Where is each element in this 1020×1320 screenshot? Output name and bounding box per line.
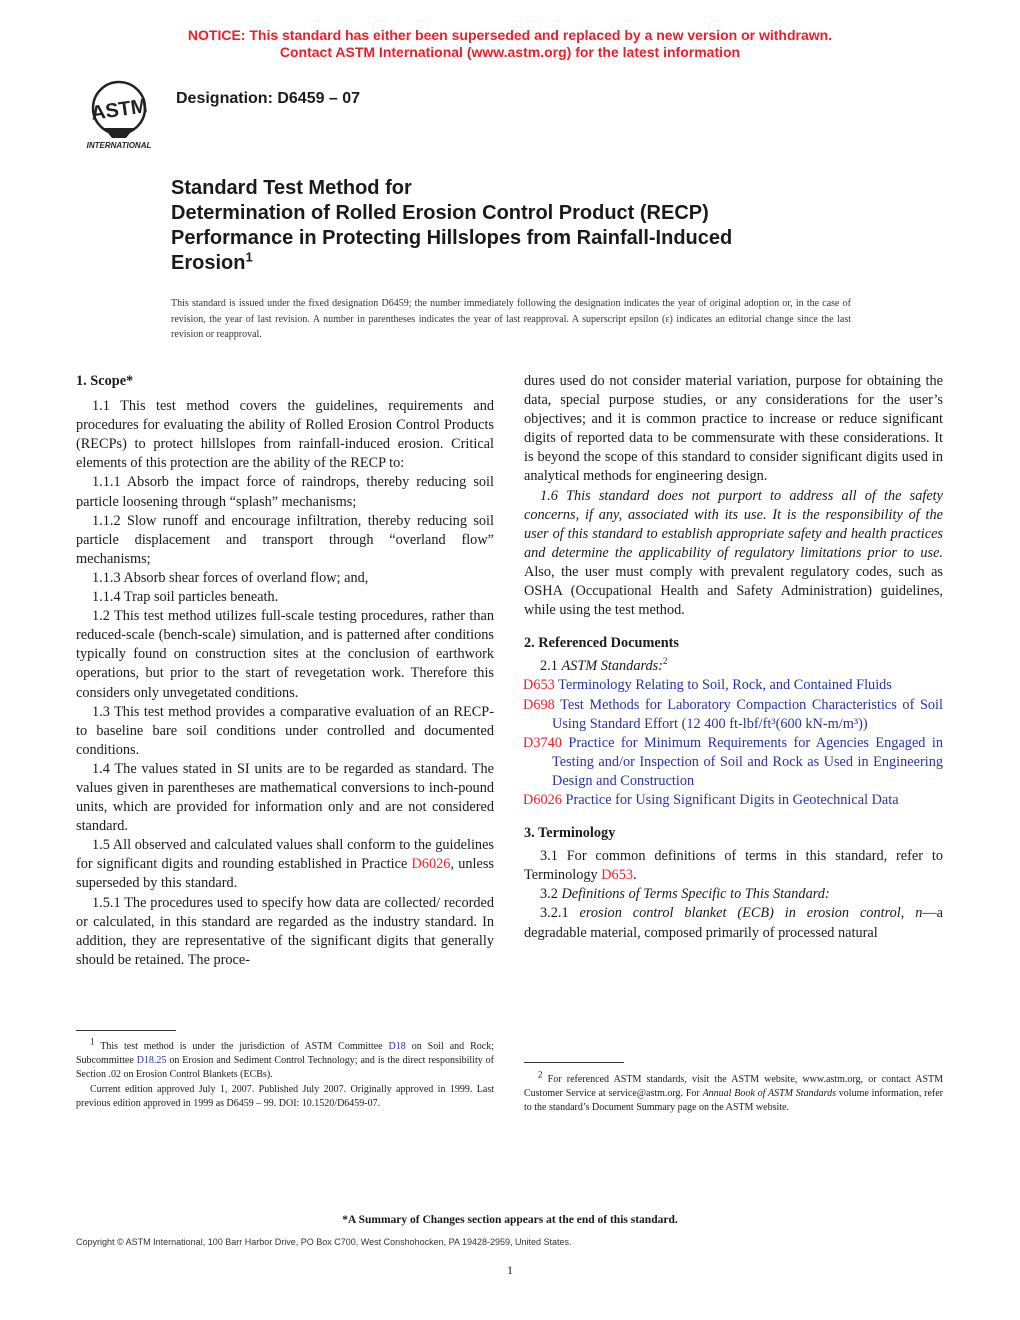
- para-3-1-text: 3.1 For common definitions of terms in this standard, refer to Terminology: [524, 848, 943, 884]
- para-1-1: 1.1 This test method covers the guidelines, requirements and procedures for evaluating the ability of Rolled Erosion Control Products (RECPs) to protect hillslopes from rainfall-induced erosion. Critical elements of this protection are the ability of the RECP to:: [76, 398, 494, 472]
- reference-item: [524, 734, 943, 791]
- ref-title[interactable]: Practice for Using Significant Digits in Geotechnical Data: [565, 791, 899, 808]
- ref-code[interactable]: D653: [523, 677, 555, 694]
- summary-note: *A Summary of Changes section appears at the end of this standard.: [342, 1214, 678, 1226]
- logo-subtext: INTERNATIONAL: [86, 141, 152, 150]
- ref-heading: 2. Referenced Documents: [524, 635, 679, 652]
- footnote-1-edition: Current edition approved July 1, 2007. Published July 2007. Originally approved in 1999. Last previous edition approved in 1999 as D6459 – 99. DOI: 10.1520/D6459-07.: [76, 1083, 494, 1109]
- reference-item: [524, 696, 943, 734]
- notice-line-1: NOTICE: This standard has either been superseded and replaced by a new version or withdrawn.: [187, 27, 833, 43]
- para-3-2-1-pos: n: [915, 905, 923, 922]
- para-1-6: [524, 487, 943, 621]
- footnote-2-text: For referenced ASTM standards, visit the ASTM website, www.astm.org, or contact ASTM Customer Service at service@astm.org. For: [524, 1074, 943, 1100]
- para-1-1-2: 1.1.2 Slow runoff and encourage infiltration, thereby reducing soil particle displacement and transport through “overland flow” mechanisms;: [76, 512, 494, 567]
- withdrawn-notice: [0, 27, 1020, 61]
- para-1-1-3: 1.1.3 Absorb shear forces of overland flow; and,: [92, 569, 369, 586]
- left-column: [76, 372, 494, 970]
- para-3-1: [524, 847, 943, 885]
- para-3-2-1: [524, 904, 943, 942]
- title-footnote-mark: 1: [245, 249, 253, 265]
- para-3-2-italic: Definitions of Terms Specific to This Standard:: [561, 886, 830, 903]
- astm-logo: [76, 78, 166, 152]
- para-1-2: 1.2 This test method utilizes full-scale testing procedures, rather than reduced-scale (bench-scale) simulation, and is patterned after conditions typically found on construction sites at the conclusion of earthwork operations, but prior to the start of revegetation work. Therefore this considers only unvegetated conditions.: [76, 608, 494, 701]
- issued-note: This standard is issued under the fixed designation D6459; the number immediately following the designation indicates the year of original adoption or, in the case of revision, the year of last revision. A number in parentheses indicates the year of last reapproval. A superscript epsilon (ε) indicates an editorial change since the last revision or reapproval.: [171, 298, 851, 340]
- page-number: 1: [507, 1263, 513, 1277]
- link-d18-25[interactable]: D18.25: [136, 1055, 167, 1067]
- para-1-5-1-cont: dures used do not consider material variation, purpose for obtaining the data, special purpose studies, or any considerations for the user’s objectives; and it is common practice to increase or reduce significant digits of reported data to be commensurate with these considerations. It is beyond the scope of this standard to consider significant digits used in analytical methods for engineering design.: [524, 373, 943, 485]
- para-3-2-1-sep: ,: [900, 905, 916, 922]
- logo-text: ASTM: [89, 95, 149, 125]
- para-1-5: [76, 836, 494, 893]
- para-3-1-end: .: [633, 867, 637, 884]
- footnote-rule-right: [524, 1062, 624, 1063]
- title-line-1: Standard Test Method for: [171, 177, 412, 199]
- reference-item: [524, 676, 943, 695]
- scope-heading: 1. Scope*: [76, 373, 134, 389]
- notice-line-2: Contact ASTM International (www.astm.org) for the latest information: [279, 44, 741, 60]
- para-3-2-1-term: erosion control blanket (ECB) in erosion control: [579, 905, 901, 922]
- footnote-1-text: This test method is under the jurisdiction of ASTM Committee: [94, 1041, 389, 1052]
- footnote-1-text-c: on Erosion and Sediment Control Technology; and is the direct responsibility of Section .02 on Erosion Control Blankets (ECBs).: [76, 1055, 494, 1081]
- para-1-4: 1.4 The values stated in SI units are to be regarded as standard. The values given in parentheses are mathematical conversions to inch-pound units, which are provided for information only and are not considered standard.: [76, 760, 494, 835]
- footnote-2-text-b: volume information, refer to the standard’s Document Summary page on the ASTM website.: [524, 1088, 943, 1114]
- para-1-5-end: , unless superseded by this standard.: [76, 856, 494, 892]
- para-2-1-italic: ASTM Standards:: [561, 658, 663, 675]
- link-d6026[interactable]: D6026: [411, 856, 451, 873]
- astm-logo-icon: [76, 78, 166, 152]
- footnote-2: [524, 1069, 943, 1116]
- para-1-5-1: 1.5.1 The procedures used to specify how data are collected/ recorded or calculated, in this standard are regarded as the industry standard. In addition, they are representative of the significant digits that generally should be retained. The proce-: [76, 894, 494, 968]
- footnote-1-text-b: on Soil and Rock; Subcommittee: [76, 1041, 494, 1067]
- para-3-2-num: 3.2: [540, 886, 562, 903]
- footnote-2-italic: Annual Book of ASTM Standards: [702, 1088, 836, 1100]
- reference-list: [524, 676, 943, 810]
- ref-code[interactable]: D698: [523, 696, 555, 713]
- right-column: [524, 372, 943, 943]
- title-line-3: Performance in Protecting Hillslopes from Rainfall-Induced: [171, 227, 733, 249]
- para-2-1: [524, 657, 943, 676]
- ref-title[interactable]: Test Methods for Laboratory Compaction Characteristics of Soil Using Standard Effort (12 400 ft-lbf/ft³(600 kN-m/m³)): [552, 696, 943, 732]
- para-1-5-text: 1.5 All observed and calculated values shall conform to the guidelines for significant digits and rounding established in Practice: [76, 837, 494, 873]
- footnote-1: [76, 1036, 494, 1111]
- para-1-3: 1.3 This test method provides a comparative evaluation of an RECP-to baseline bare soil conditions under controlled and documented conditions.: [76, 703, 494, 758]
- ref-title[interactable]: Terminology Relating to Soil, Rock, and Contained Fluids: [558, 677, 892, 694]
- para-1-1-1: 1.1.1 Absorb the impact force of raindrops, thereby reducing soil particle loosening through “splash” mechanisms;: [76, 474, 494, 510]
- footnote-rule-left: [76, 1030, 176, 1031]
- para-2-1-num: 2.1: [540, 658, 562, 675]
- para-1-6-rest: Also, the user must comply with prevalent regulatory codes, such as OSHA (Occupational Health and Safety Administration) guidelines, while using the test method.: [524, 563, 943, 619]
- para-1-6-italic: 1.6 This standard does not purport to address all of the safety concerns, if any, associated with its use. It is the responsibility of the user of this standard to establish appropriate safety and health practices and determine the applicability of regulatory limitations prior to use.: [524, 487, 943, 561]
- link-d18[interactable]: D18: [388, 1041, 406, 1052]
- para-3-2-1-num: 3.2.1: [540, 905, 580, 922]
- ref-code[interactable]: D3740: [523, 734, 562, 751]
- para-1-1-4: 1.1.4 Trap soil particles beneath.: [92, 589, 279, 606]
- terminology-heading: 3. Terminology: [524, 825, 616, 842]
- designation: Designation: D6459 – 07: [176, 90, 361, 107]
- title-line-2: Determination of Rolled Erosion Control Product (RECP): [171, 202, 709, 224]
- ref-title[interactable]: Practice for Minimum Requirements for Agencies Engaged in Testing and/or Inspection of Soil and Rock as Used in Engineering Design and Construction: [552, 734, 944, 789]
- document-title: [171, 176, 871, 276]
- para-3-2: [524, 885, 943, 904]
- link-d653[interactable]: D653: [601, 867, 634, 884]
- ref-code[interactable]: D6026: [523, 791, 562, 808]
- para-2-1-mark: 2: [663, 656, 668, 667]
- copyright: Copyright © ASTM International, 100 Barr Harbor Drive, PO Box C700, West Conshohocken, PA 19428-2959, United States.: [76, 1237, 572, 1247]
- footnote-2-mark: 2: [538, 1069, 543, 1080]
- footnote-1-mark: 1: [90, 1036, 95, 1047]
- para-3-2-1-def: —a degradable material, composed primarily of processed natural: [524, 905, 943, 941]
- title-line-4: Erosion: [171, 252, 246, 274]
- reference-item: [524, 791, 943, 810]
